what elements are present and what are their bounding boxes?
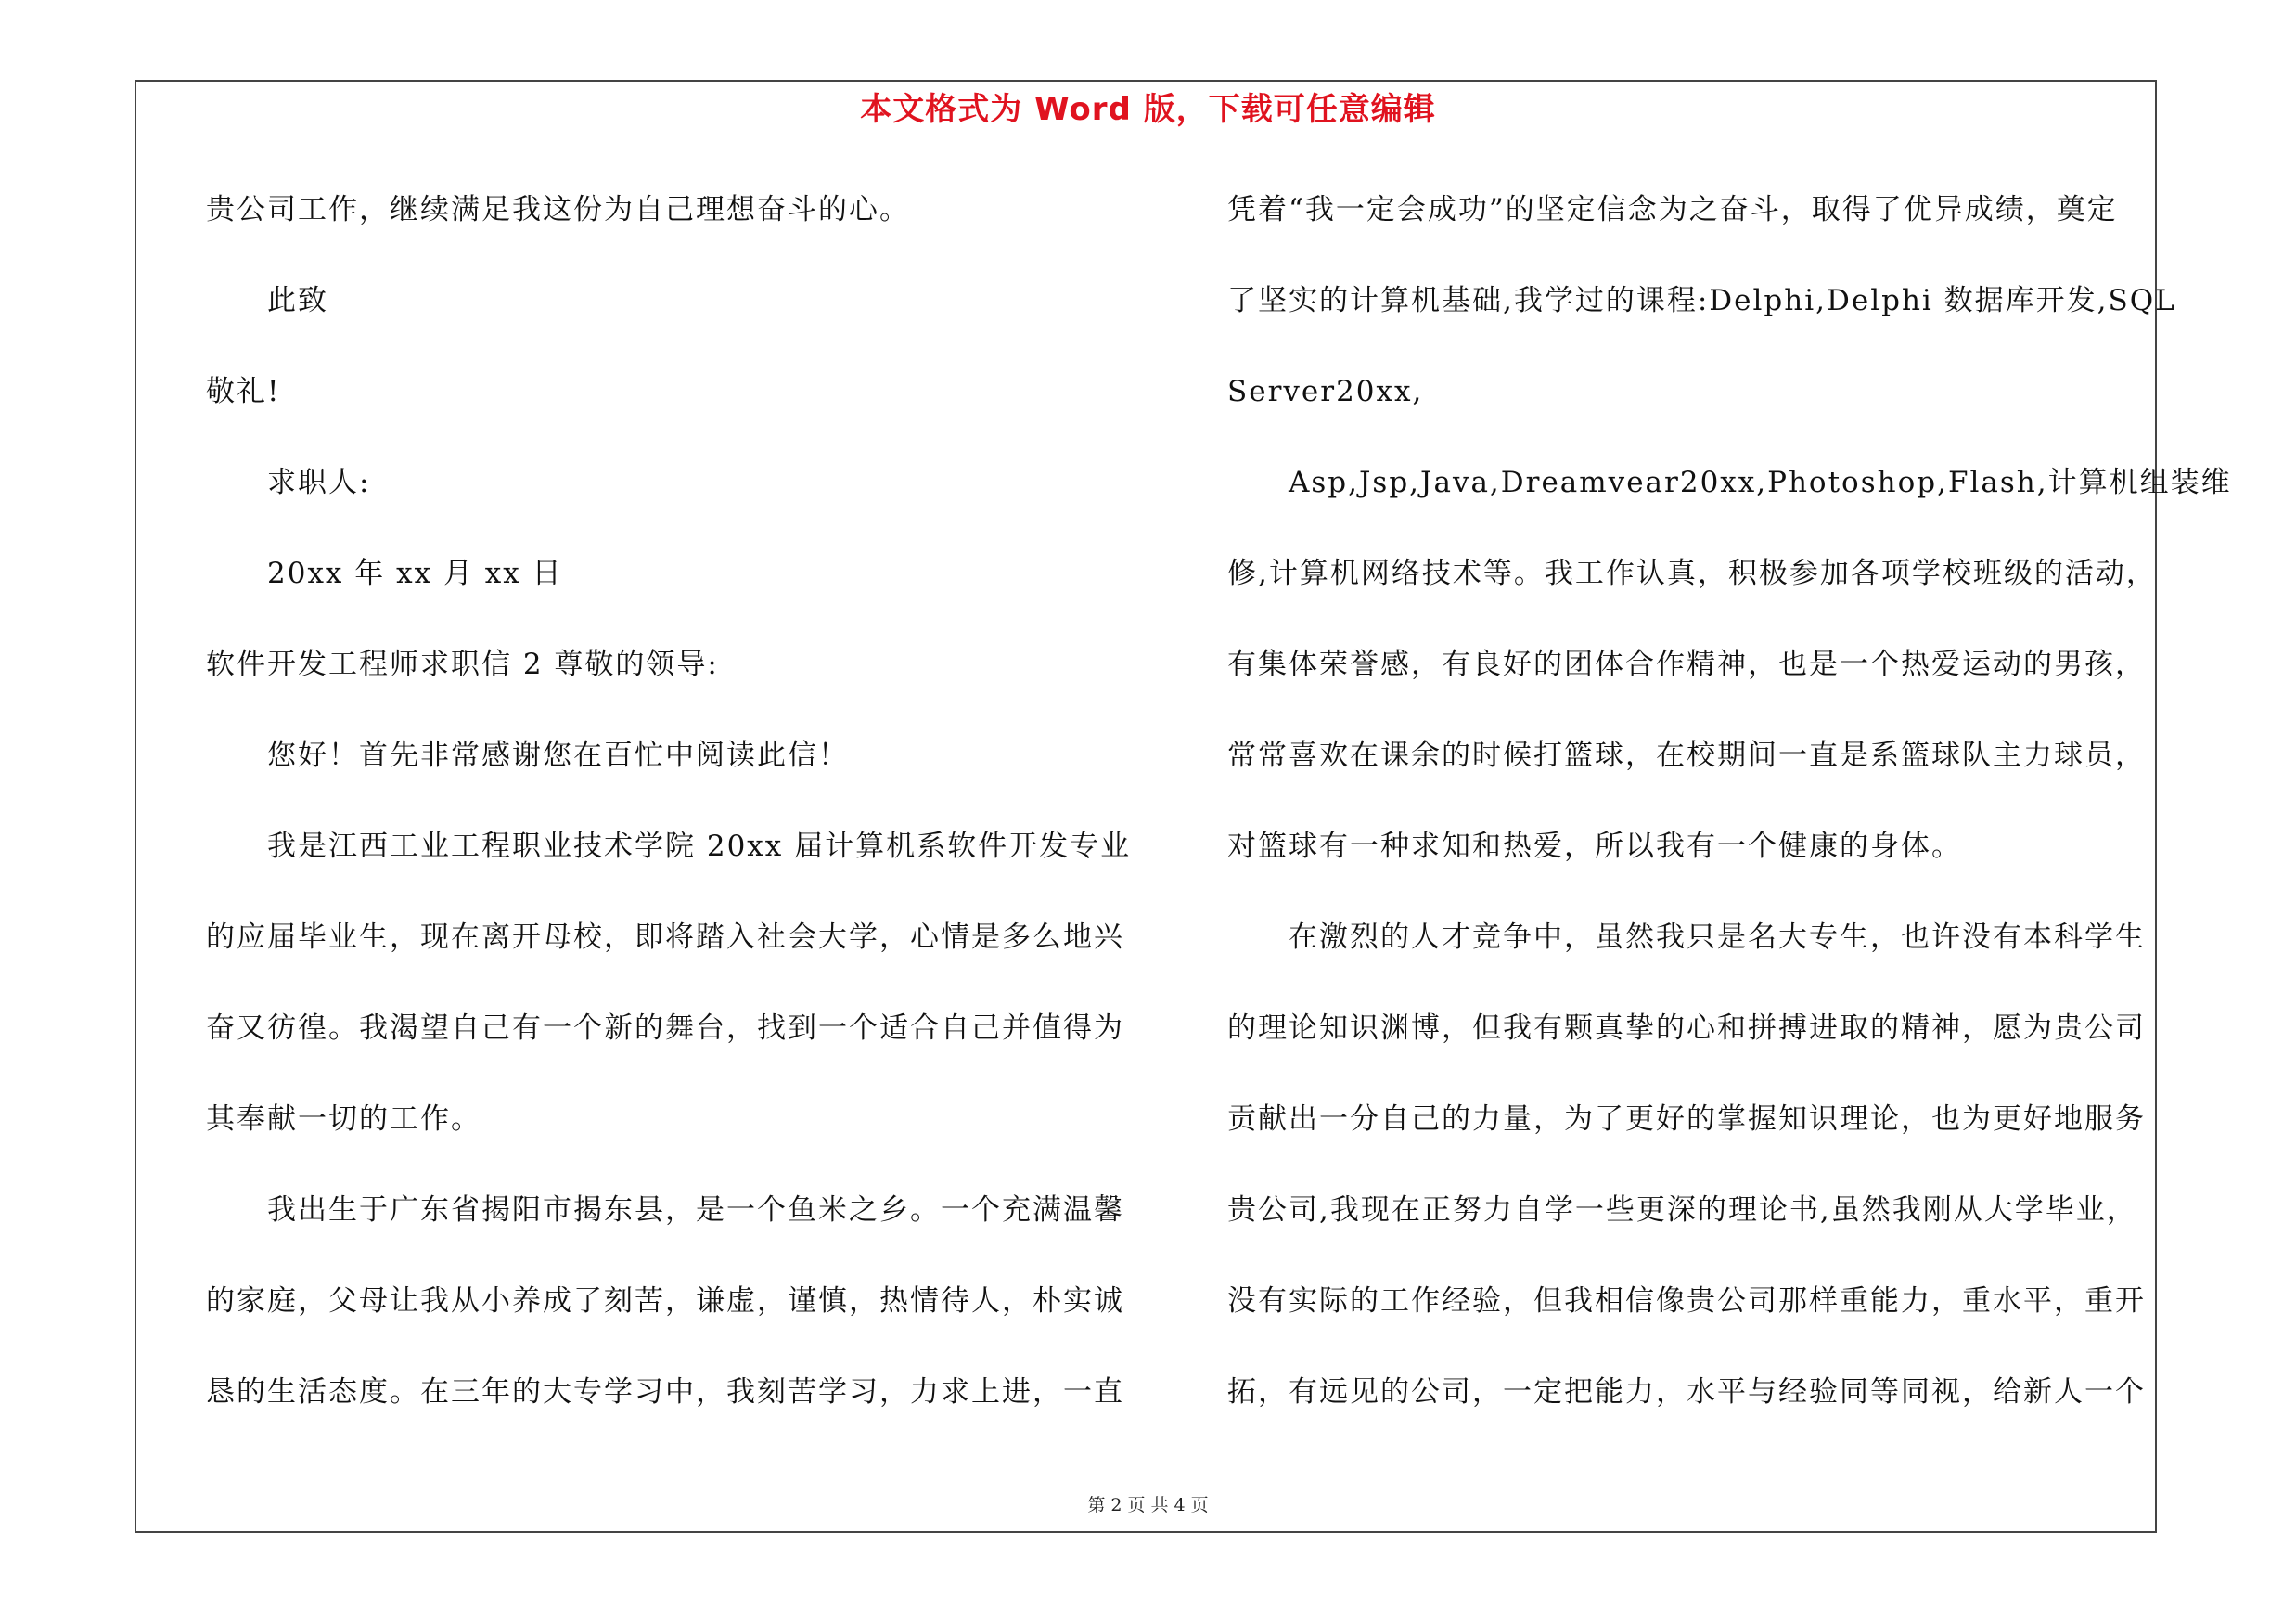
text-line: 我出生于广东省揭阳市揭东县，是一个鱼米之乡。一个充满温馨 xyxy=(267,1193,1124,1227)
text-line: 软件开发工程师求职信 2 尊敬的领导: xyxy=(206,648,719,681)
text-line: 有集体荣誉感，有良好的团体合作精神，也是一个热爱运动的男孩， xyxy=(1227,648,2146,681)
text-line: 凭着“我一定会成功”的坚定信念为之奋斗，取得了优异成绩，奠定 xyxy=(1227,193,2118,226)
text-line: 您好！首先非常感谢您在百忙中阅读此信！ xyxy=(267,739,849,772)
text-line: 对篮球有一种求知和热爱，所以我有一个健康的身体。 xyxy=(1227,830,1962,863)
text-line: 了坚实的计算机基础,我学过的课程:Delphi,Delphi 数据库开发,SQL xyxy=(1227,284,2176,317)
text-line: 在激烈的人才竞争中，虽然我只是名大专生，也许没有本科学生 xyxy=(1289,921,2146,954)
left-column xyxy=(206,182,1134,1455)
text-line: 求职人: xyxy=(267,466,371,499)
text-line: 修,计算机网络技术等。我工作认真，积极参加各项学校班级的活动， xyxy=(1227,557,2157,590)
text-line: 的家庭，父母让我从小养成了刻苦，谦虚，谨慎，热情待人，朴实诚 xyxy=(206,1284,1124,1318)
text-line: 的理论知识渊博，但我有颗真挚的心和拼搏进取的精神，愿为贵公司 xyxy=(1227,1011,2146,1045)
text-line: 常常喜欢在课余的时候打篮球，在校期间一直是系篮球队主力球员， xyxy=(1227,739,2146,772)
text-line: 我是江西工业工程职业技术学院 20xx 届计算机系软件开发专业 xyxy=(267,830,1132,863)
text-line: 贵公司,我现在正努力自学一些更深的理论书,虽然我刚从大学毕业， xyxy=(1227,1193,2137,1227)
text-line: 奋又彷徨。我渴望自己有一个新的舞台，找到一个适合自己并值得为 xyxy=(206,1011,1124,1045)
text-line: 敬礼! xyxy=(206,375,281,408)
text-line: Asp,Jsp,Java,Dreamvear20xx,Photoshop,Flash,计算机组装维 xyxy=(1289,466,2232,499)
text-line: 贡献出一分自己的力量，为了更好的掌握知识理论，也为更好地服务 xyxy=(1227,1102,2146,1136)
text-line: 20xx 年 xx 月 xx 日 xyxy=(267,557,563,590)
text-line: 没有实际的工作经验，但我相信像贵公司那样重能力，重水平，重开 xyxy=(1227,1284,2146,1318)
text-line: Server20xx, xyxy=(1227,375,1424,408)
text-line: 恳的生活态度。在三年的大专学习中，我刻苦学习，力求上进，一直 xyxy=(206,1375,1124,1409)
text-line: 此致 xyxy=(267,284,328,317)
text-line: 其奉献一切的工作。 xyxy=(206,1102,481,1136)
format-banner: 本文格式为 Word 版，下载可任意编辑 xyxy=(860,91,1436,128)
text-line: 的应届毕业生，现在离开母校，即将踏入社会大学，心情是多么地兴 xyxy=(206,921,1124,954)
right-column xyxy=(1227,182,2232,1455)
text-line: 拓，有远见的公司，一定把能力，水平与经验同等同视，给新人一个 xyxy=(1227,1375,2146,1409)
page-footer: 第 2 页 共 4 页 xyxy=(1087,1495,1209,1515)
text-line: 贵公司工作，继续满足我这份为自己理想奋斗的心。 xyxy=(206,193,910,226)
